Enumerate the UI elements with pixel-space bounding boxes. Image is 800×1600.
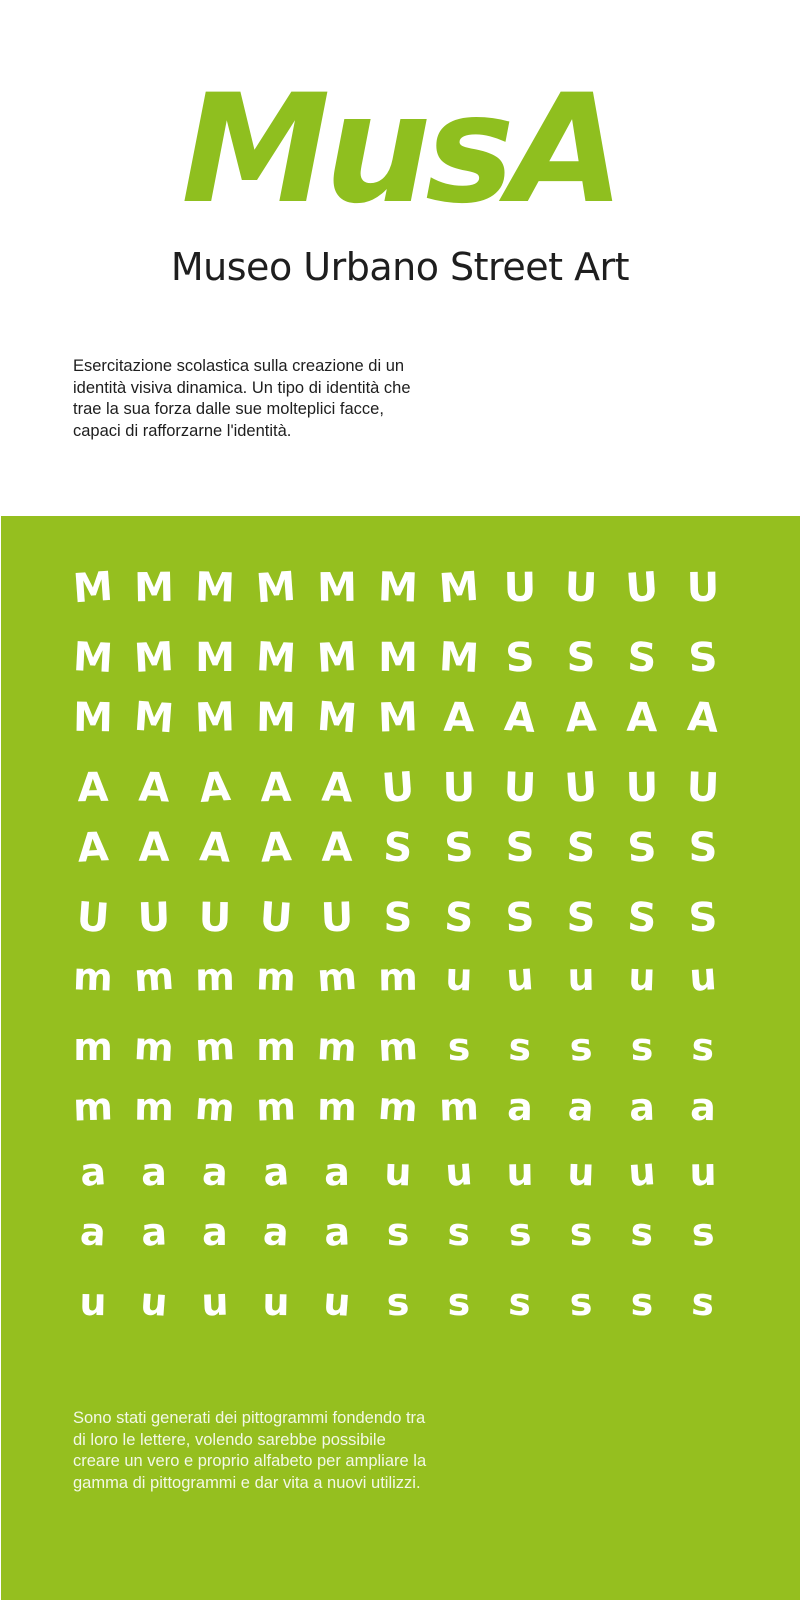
- pictogram-glyph: A: [76, 824, 110, 872]
- pictogram-glyph: U: [624, 563, 660, 613]
- pictogram-glyph: u: [626, 1149, 658, 1195]
- pictogram-glyph: m: [316, 1084, 358, 1130]
- pictogram-glyph: m: [376, 1083, 420, 1131]
- pictogram-glyph: u: [506, 1149, 534, 1195]
- pictogram-glyph: s: [385, 1279, 411, 1325]
- pictogram-glyph: s: [690, 1024, 716, 1070]
- pictogram-glyph: s: [447, 1025, 471, 1069]
- pictogram-glyph: m: [316, 1023, 358, 1071]
- pictogram-glyph: m: [377, 954, 419, 1000]
- pictogram-glyph: S: [443, 824, 475, 872]
- pictogram-glyph: a: [628, 1084, 656, 1130]
- pictogram-glyph: S: [626, 634, 658, 682]
- pictogram-glyph: u: [627, 954, 657, 1000]
- pictogram-glyph: M: [71, 633, 115, 683]
- pictogram-glyph: u: [687, 954, 719, 1000]
- pictogram-glyph: S: [504, 894, 536, 942]
- pictogram-glyph: U: [198, 894, 232, 942]
- pictogram-glyph: u: [444, 954, 474, 1000]
- pictogram-glyph: S: [443, 894, 475, 942]
- pictogram-glyph: A: [443, 694, 475, 742]
- pictogram-glyph: u: [443, 1149, 475, 1195]
- pictogram-glyph: M: [194, 694, 236, 742]
- pictogram-glyph: S: [626, 824, 658, 872]
- pictogram-glyph: m: [194, 954, 236, 1000]
- pictogram-glyph: u: [79, 1279, 107, 1325]
- pictogram-glyph: M: [437, 563, 481, 613]
- pictogram-glyph: A: [320, 764, 354, 812]
- pictogram-glyph: U: [319, 894, 355, 942]
- pictogram-glyph: u: [321, 1279, 353, 1325]
- pictogram-glyph: M: [254, 633, 298, 683]
- pictogram-glyph: U: [563, 564, 599, 612]
- pictogram-glyph: M: [377, 694, 419, 742]
- pictogram-glyph: a: [202, 1210, 228, 1254]
- pictogram-glyph: U: [380, 763, 416, 813]
- pictogram-glyph: S: [565, 824, 597, 872]
- pictogram-glyph: A: [626, 694, 658, 742]
- pictogram-glyph: u: [504, 954, 536, 1000]
- pictogram-glyph: U: [75, 893, 111, 943]
- pictogram-glyph: U: [502, 764, 538, 812]
- pictogram-glyph: A: [502, 693, 538, 743]
- pictogram-glyph: m: [133, 1084, 175, 1130]
- pictogram-glyph: a: [201, 1149, 229, 1195]
- pictogram-glyph: u: [262, 1279, 290, 1325]
- pictogram-glyph: s: [386, 1210, 410, 1254]
- pictogram-glyph: s: [569, 1210, 593, 1254]
- pictogram-glyph: m: [132, 953, 176, 1001]
- musa-logo: MusA: [181, 63, 619, 237]
- pictogram-glyph: a: [323, 1209, 351, 1255]
- pictogram-glyph: U: [136, 894, 172, 942]
- pictogram-glyph: M: [377, 564, 419, 612]
- pictogram-glyph: A: [197, 763, 233, 813]
- pictogram-glyph: M: [132, 693, 176, 743]
- pictogram-glyph: S: [505, 825, 535, 871]
- pictogram-glyph: u: [138, 1279, 170, 1325]
- pictogram-glyph: m: [255, 954, 297, 1000]
- pictogram-glyph: s: [447, 1279, 471, 1325]
- pictogram-glyph: A: [685, 693, 721, 743]
- pictogram-glyph: M: [132, 633, 176, 683]
- pictogram-glyph: s: [507, 1209, 533, 1255]
- pictogram-glyph: u: [566, 1149, 596, 1195]
- pictogram-glyph: S: [566, 894, 596, 942]
- pictogram-glyph: a: [140, 1209, 168, 1255]
- pictogram-glyph: U: [686, 564, 720, 612]
- pictogram-glyph: A: [321, 825, 353, 871]
- pictogram-glyph: u: [689, 1149, 717, 1195]
- pictogram-glyph: S: [566, 635, 596, 681]
- pictogram-glyph: a: [140, 1149, 168, 1195]
- pictogram-glyph: A: [77, 764, 109, 812]
- pictogram-glyph: s: [446, 1209, 472, 1255]
- pictogram-glyph: s: [690, 1209, 716, 1255]
- pictogram-glyph: A: [259, 824, 293, 872]
- pictogram-glyph: S: [687, 894, 719, 942]
- pictogram-glyph: U: [563, 763, 599, 813]
- pictogram-glyph: s: [568, 1024, 594, 1070]
- pictogram-glyph: s: [507, 1024, 533, 1070]
- pictogram-glyph: A: [198, 824, 232, 872]
- pictogram-glyph: m: [256, 1025, 296, 1069]
- pictogram-glyph: s: [630, 1279, 654, 1325]
- pictogram-glyph: M: [133, 564, 175, 612]
- pictogram-glyph: m: [315, 953, 359, 1001]
- pictogram-glyph: a: [79, 1209, 107, 1255]
- pictogram-glyph: M: [316, 564, 358, 612]
- pictogram-glyph: a: [566, 1084, 596, 1130]
- pictogram-glyph: a: [323, 1149, 351, 1195]
- pictogram-glyph: u: [200, 1279, 230, 1325]
- pictogram-glyph: U: [503, 564, 537, 612]
- pictogram-glyph: A: [260, 764, 292, 812]
- pictogram-glyph: m: [73, 1025, 113, 1069]
- pictogram-glyph: U: [685, 764, 721, 812]
- pictogram-glyph: U: [258, 893, 294, 943]
- pictogram-glyph: S: [687, 634, 719, 682]
- pictogram-glyph: s: [690, 1279, 716, 1325]
- pictogram-glyph: m: [133, 1023, 175, 1071]
- pictogram-glyph: m: [193, 1083, 237, 1131]
- pictogram-glyph: S: [688, 825, 718, 871]
- pictogram-glyph: m: [72, 1084, 114, 1130]
- pictogram-glyph: a: [262, 1209, 290, 1255]
- pictogram-glyph: M: [315, 633, 359, 683]
- pictogram-glyph: U: [625, 764, 659, 812]
- pictogram-glyph: a: [506, 1084, 534, 1130]
- pictogram-panel: [1, 516, 800, 1600]
- pictogram-glyph: S: [626, 894, 658, 942]
- pictogram-glyph: s: [568, 1279, 594, 1325]
- pictogram-glyph: M: [315, 693, 359, 743]
- pictogram-glyph: m: [194, 1023, 236, 1071]
- pictogram-glyph: M: [437, 633, 481, 683]
- pictogram-glyph: m: [438, 1084, 480, 1130]
- pictogram-glyph: s: [507, 1279, 533, 1325]
- intro-paragraph: Esercitazione scolastica sulla creazione di un identità visiva dinamica. Un tipo di identità che trae la sua forza dalle sue molteplici facce, capaci di rafforzarne l'identità.: [73, 357, 411, 440]
- pictogram-glyph: a: [261, 1149, 291, 1195]
- pictogram-glyph: A: [564, 694, 598, 742]
- pictogram-glyph: S: [504, 634, 536, 682]
- pictogram-glyph: m: [255, 1084, 297, 1130]
- pictogram-glyph: s: [629, 1209, 655, 1255]
- pictogram-glyph: M: [378, 635, 418, 681]
- pictogram-glyph: a: [78, 1149, 108, 1195]
- header-section: [0, 0, 800, 516]
- pictogram-glyph: M: [195, 635, 235, 681]
- pictogram-glyph: a: [689, 1084, 717, 1130]
- pictogram-glyph: M: [72, 694, 114, 742]
- pictogram-glyph: M: [194, 564, 236, 612]
- pictogram-glyph: M: [255, 694, 297, 742]
- pictogram-glyph: M: [254, 563, 298, 613]
- pictogram-glyph: m: [377, 1023, 419, 1071]
- pictogram-glyph: u: [383, 1149, 413, 1195]
- pictogram-grid: [1, 516, 800, 1336]
- pictogram-glyph: u: [567, 954, 595, 1000]
- pictogram-glyph: s: [630, 1025, 654, 1069]
- pictogram-glyph: M: [71, 563, 115, 613]
- pictogram-glyph: S: [382, 824, 414, 872]
- pictogram-glyph: U: [442, 764, 476, 812]
- pictogram-glyph: S: [383, 894, 413, 942]
- logo-subtitle: Museo Urbano Street Art: [170, 245, 630, 289]
- pictogram-glyph: m: [72, 954, 114, 1000]
- outro-paragraph: Sono stati generati dei pittogrammi fondendo tra di loro le lettere, volendo sarebbe possibile creare un vero e proprio alfabeto per ampliare la gamma di pittogrammi e dar vita a nuovi utilizzi.: [73, 1409, 427, 1492]
- pictogram-glyph: A: [138, 825, 170, 871]
- pictogram-glyph: A: [137, 764, 171, 812]
